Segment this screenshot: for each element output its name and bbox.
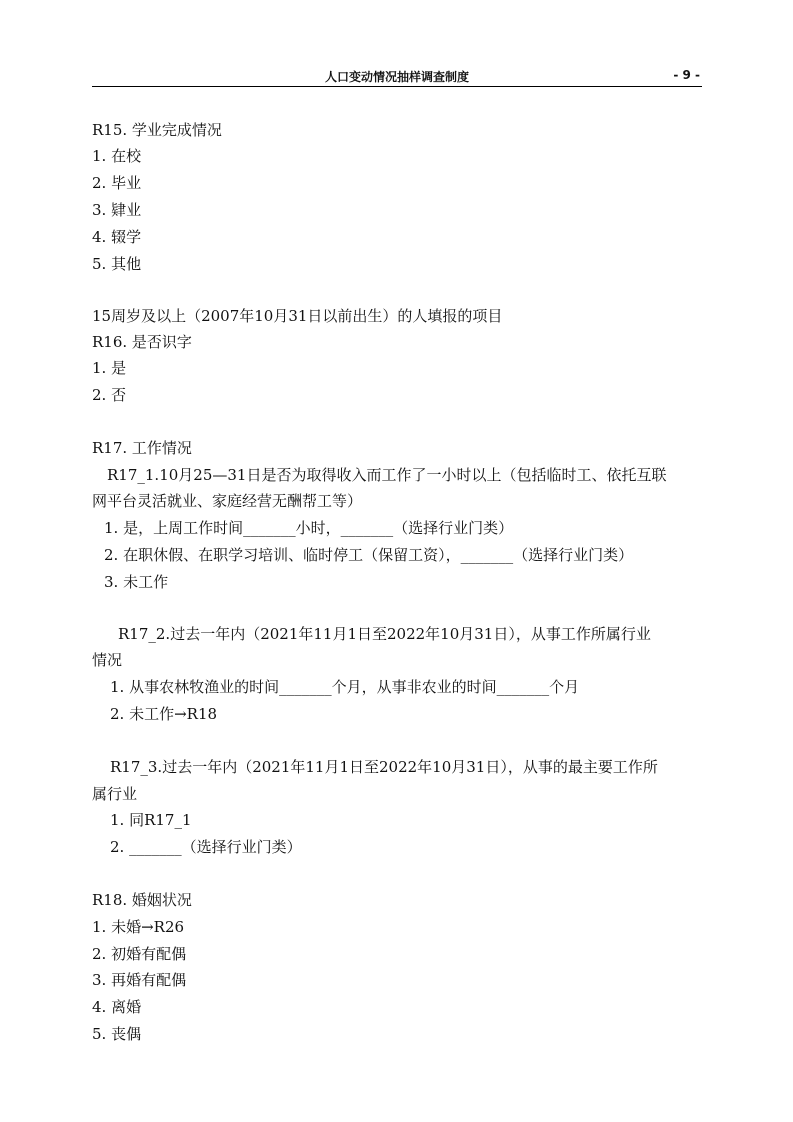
r17-title: R17. 工作情况: [92, 439, 192, 457]
r18-option: 4. 离婚: [92, 998, 142, 1016]
r18-option: 1. 未婚→R26: [92, 918, 185, 936]
header-title: 人口变动情况抽样调查制度: [324, 70, 469, 84]
r17-2-option: 1. 从事农林牧渔业的时间_______个月，从事非农业的时间_______个月: [110, 678, 580, 696]
age-note: 15周岁及以上（2007年10月31日以前出生）的人填报的项目: [92, 307, 503, 325]
r18-title: R18. 婚姻状况: [92, 891, 192, 909]
r17-3-option: 2. _______（选择行业门类）: [110, 838, 302, 856]
r17-3-option: 1. 同R17_1: [110, 811, 192, 829]
r16-title: R16. 是否识字: [92, 333, 192, 351]
r17-1-option: 2. 在职休假、在职学习培训、临时停工（保留工资），_______（选择行业门类）: [104, 546, 634, 564]
r17-1-option: 1. 是，上周工作时间_______小时，_______（选择行业门类）: [104, 519, 514, 537]
r18-option: 2. 初婚有配偶: [92, 945, 187, 963]
page-number: - 9 -: [673, 68, 700, 82]
r18-option: 5. 丧偶: [92, 1025, 142, 1043]
r15-option: 4. 辍学: [92, 228, 142, 246]
r15-option: 5. 其他: [92, 255, 142, 273]
r15-option: 3. 肄业: [92, 201, 142, 219]
r18-option: 3. 再婚有配偶: [92, 971, 187, 989]
r17-1-question: R17_1.10月25—31日是否为取得收入而工作了一小时以上（包括临时工、依托互联: [107, 466, 667, 484]
r16-option: 2. 否: [92, 386, 127, 404]
r17-3-question-cont: 属行业: [92, 785, 138, 803]
r15-title: R15. 学业完成情况: [92, 121, 222, 139]
r17-1-option: 3. 未工作: [104, 573, 169, 591]
page-header: [92, 66, 702, 87]
r16-option: 1. 是: [92, 359, 127, 377]
r17-1-question-cont: 网平台灵活就业、家庭经营无酬帮工等）: [92, 492, 363, 510]
r15-option: 2. 毕业: [92, 174, 142, 192]
r17-3-question: R17_3.过去一年内（2021年11月1日至2022年10月31日），从事的最主要工作所: [110, 758, 658, 776]
r17-2-question-cont: 情况: [92, 651, 123, 669]
r17-2-option: 2. 未工作→R18: [110, 705, 218, 723]
r17-2-question: R17_2.过去一年内（2021年11月1日至2022年10月31日），从事工作所属行业: [118, 625, 651, 643]
r15-option: 1. 在校: [92, 147, 142, 165]
